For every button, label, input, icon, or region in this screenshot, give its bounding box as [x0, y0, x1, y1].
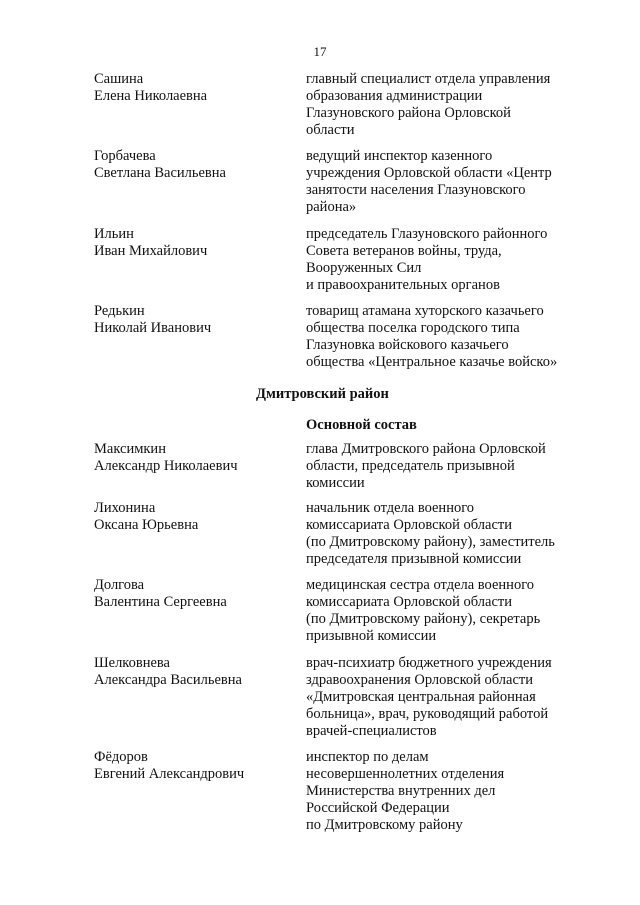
- role-line: комиссариата Орловской области: [306, 517, 512, 533]
- member-role: [306, 655, 566, 740]
- role-line: по Дмитровскому району: [306, 817, 463, 833]
- surname: Сашина: [94, 71, 144, 87]
- surname: Редькин: [94, 303, 145, 319]
- role-line: области: [306, 122, 355, 138]
- role-line: занятости населения Глазуновского: [306, 182, 526, 198]
- role-line: инспектор по делам: [306, 749, 429, 765]
- role-line: начальник отдела военного: [306, 500, 475, 516]
- member-role: [306, 500, 566, 568]
- surname: Фёдоров: [94, 749, 148, 765]
- member-role: [306, 148, 566, 216]
- role-line: призывной комиссии: [306, 628, 437, 644]
- role-line: врач-психиатр бюджетного учреждения: [306, 655, 552, 671]
- member-role: [306, 71, 566, 139]
- role-line: учреждения Орловской области «Центр: [306, 165, 552, 181]
- role-line: Глазуновка войскового казачьего: [306, 337, 509, 353]
- given-names: Александр Николаевич: [94, 458, 238, 474]
- role-line: комиссии: [306, 475, 365, 491]
- role-line: (по Дмитровскому району), секретарь: [306, 611, 541, 627]
- role-line: здравоохранения Орловской области: [306, 672, 533, 688]
- given-names: Александра Васильевна: [94, 672, 242, 688]
- composition-heading: Основной состав: [306, 417, 417, 433]
- member-name: [94, 303, 294, 337]
- role-line: «Дмитровская центральная районная: [306, 689, 536, 705]
- member-name: [94, 749, 294, 783]
- member-name: [94, 500, 294, 534]
- role-line: врачей-специалистов: [306, 723, 437, 739]
- page-number: 17: [313, 44, 327, 59]
- given-names: Оксана Юрьевна: [94, 517, 199, 533]
- member-name: [94, 655, 294, 689]
- role-line: председателя призывной комиссии: [306, 551, 522, 567]
- role-line: общества поселка городского типа: [306, 320, 520, 336]
- member-name: [94, 577, 294, 611]
- role-line: главный специалист отдела управления: [306, 71, 551, 87]
- role-line: Глазуновского района Орловской: [306, 105, 511, 121]
- given-names: Николай Иванович: [94, 320, 212, 336]
- role-line: Вооруженных Сил: [306, 260, 422, 276]
- member-role: [306, 303, 566, 371]
- role-line: председатель Глазуновского районного: [306, 226, 548, 242]
- surname: Максимкин: [94, 441, 166, 457]
- role-line: товарищ атамана хуторского казачьего: [306, 303, 544, 319]
- role-line: образования администрации: [306, 88, 483, 104]
- role-line: Российской Федерации: [306, 800, 450, 816]
- role-line: комиссариата Орловской области: [306, 594, 512, 610]
- role-line: района»: [306, 199, 357, 215]
- given-names: Евгений Александрович: [94, 766, 245, 782]
- surname: Ильин: [94, 226, 134, 242]
- member-role: [306, 749, 566, 834]
- district-heading: Дмитровский район: [256, 386, 389, 402]
- surname: Долгова: [94, 577, 145, 593]
- member-name: [94, 71, 294, 105]
- given-names: Валентина Сергеевна: [94, 594, 227, 610]
- role-line: и правоохранительных органов: [306, 277, 500, 293]
- role-line: (по Дмитровскому району), заместитель: [306, 534, 555, 550]
- member-role: [306, 441, 566, 492]
- member-role: [306, 577, 566, 645]
- role-line: несовершеннолетних отделения: [306, 766, 505, 782]
- surname: Шелковнева: [94, 655, 170, 671]
- given-names: Елена Николаевна: [94, 88, 208, 104]
- role-line: области, председатель призывной: [306, 458, 515, 474]
- member-role: [306, 226, 566, 294]
- role-line: Совета ветеранов войны, труда,: [306, 243, 502, 259]
- role-line: общества «Центральное казачье войско»: [306, 354, 558, 370]
- role-line: Министерства внутренних дел: [306, 783, 496, 799]
- surname: Горбачева: [94, 148, 156, 164]
- member-name: [94, 226, 294, 260]
- given-names: Светлана Васильевна: [94, 165, 226, 181]
- role-line: глава Дмитровского района Орловской: [306, 441, 546, 457]
- role-line: медицинская сестра отдела военного: [306, 577, 535, 593]
- member-name: [94, 441, 294, 475]
- surname: Лихонина: [94, 500, 156, 516]
- member-name: [94, 148, 294, 182]
- role-line: больница», врач, руководящий работой: [306, 706, 549, 722]
- role-line: ведущий инспектор казенного: [306, 148, 493, 164]
- given-names: Иван Михайлович: [94, 243, 208, 259]
